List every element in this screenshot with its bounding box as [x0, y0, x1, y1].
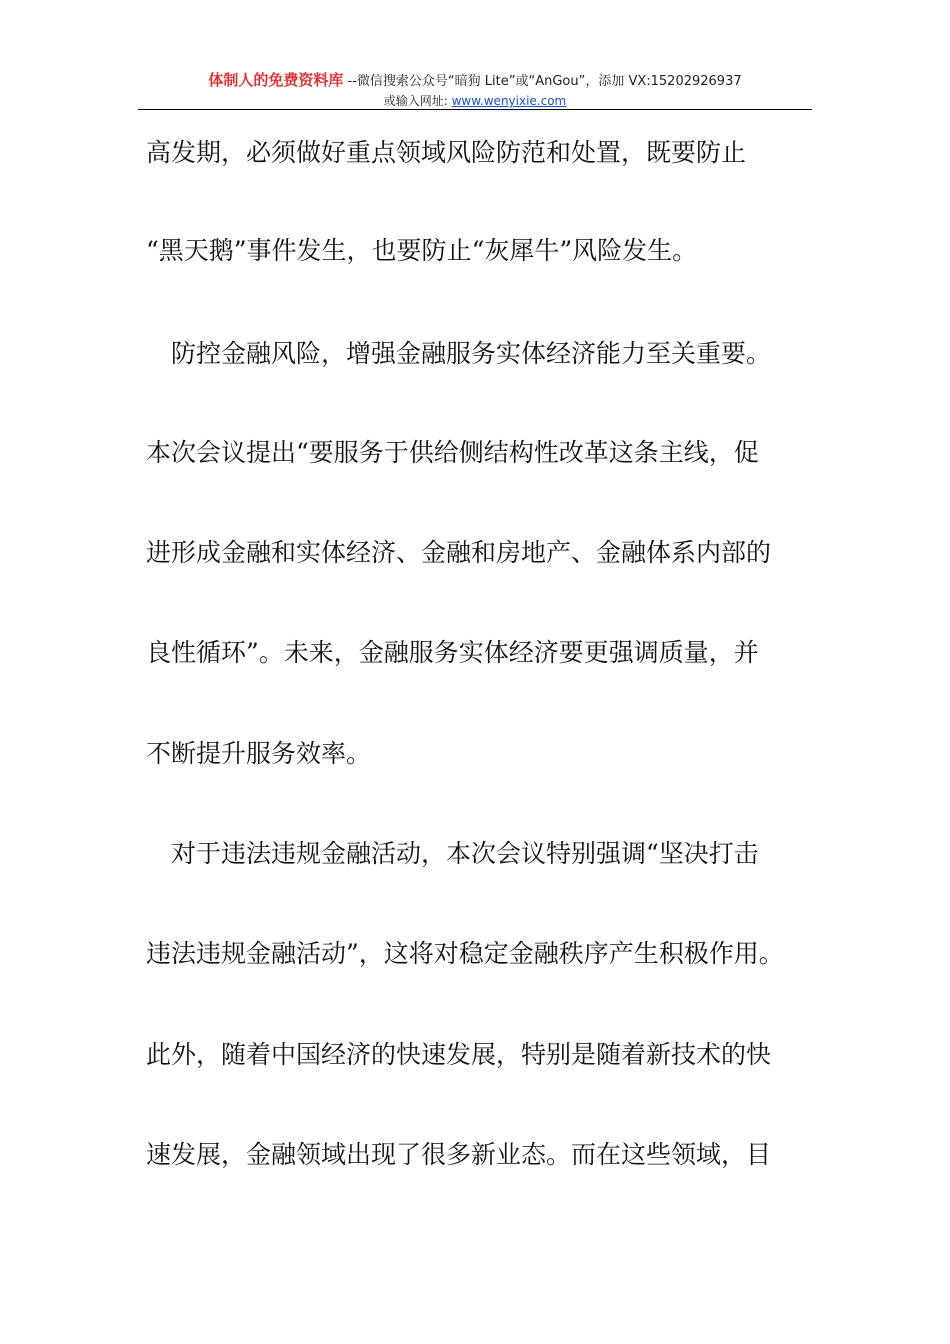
url-prefix: 或输入网址: — [383, 94, 452, 108]
brand-title: 体制人的免费资料库 — [208, 71, 344, 89]
header-divider — [138, 109, 812, 110]
website-link[interactable]: www.wenyixie.com — [451, 94, 567, 108]
body-line: 进形成金融和实体经济、金融和房地产、金融体系内部的 — [146, 538, 772, 567]
body-line: 高发期，必须做好重点领域风险防范和处置，既要防止 — [146, 138, 747, 167]
page-header — [138, 70, 812, 110]
body-line: 本次会议提出“要服务于供给侧结构性改革这条主线，促 — [146, 438, 759, 467]
body-line: “黑天鹅”事件发生，也要防止“灰犀牛”风险发生。 — [146, 236, 698, 265]
body-line: 良性循环”。未来，金融服务实体经济要更强调质量，并 — [146, 638, 759, 667]
body-line: 不断提升服务效率。 — [146, 739, 372, 768]
header-url-line — [138, 92, 812, 110]
body-line: 防控金融风险，增强金融服务实体经济能力至关重要。 — [146, 339, 772, 368]
header-notice: --微信搜索公众号“暗狗 Lite”或“AnGou”，添加 VX:15202926937 — [343, 74, 742, 89]
body-line: 速发展，金融领域出现了很多新业态。而在这些领域，目 — [146, 1140, 772, 1169]
body-line: 违法违规金融活动”，这将对稳定金融秩序产生积极作用。 — [146, 939, 784, 968]
body-line: 此外，随着中国经济的快速发展，特别是随着新技术的快 — [146, 1040, 772, 1069]
body-line: 对于违法违规金融活动，本次会议特别强调“坚决打击 — [146, 839, 759, 868]
header-notice-line — [138, 70, 812, 92]
